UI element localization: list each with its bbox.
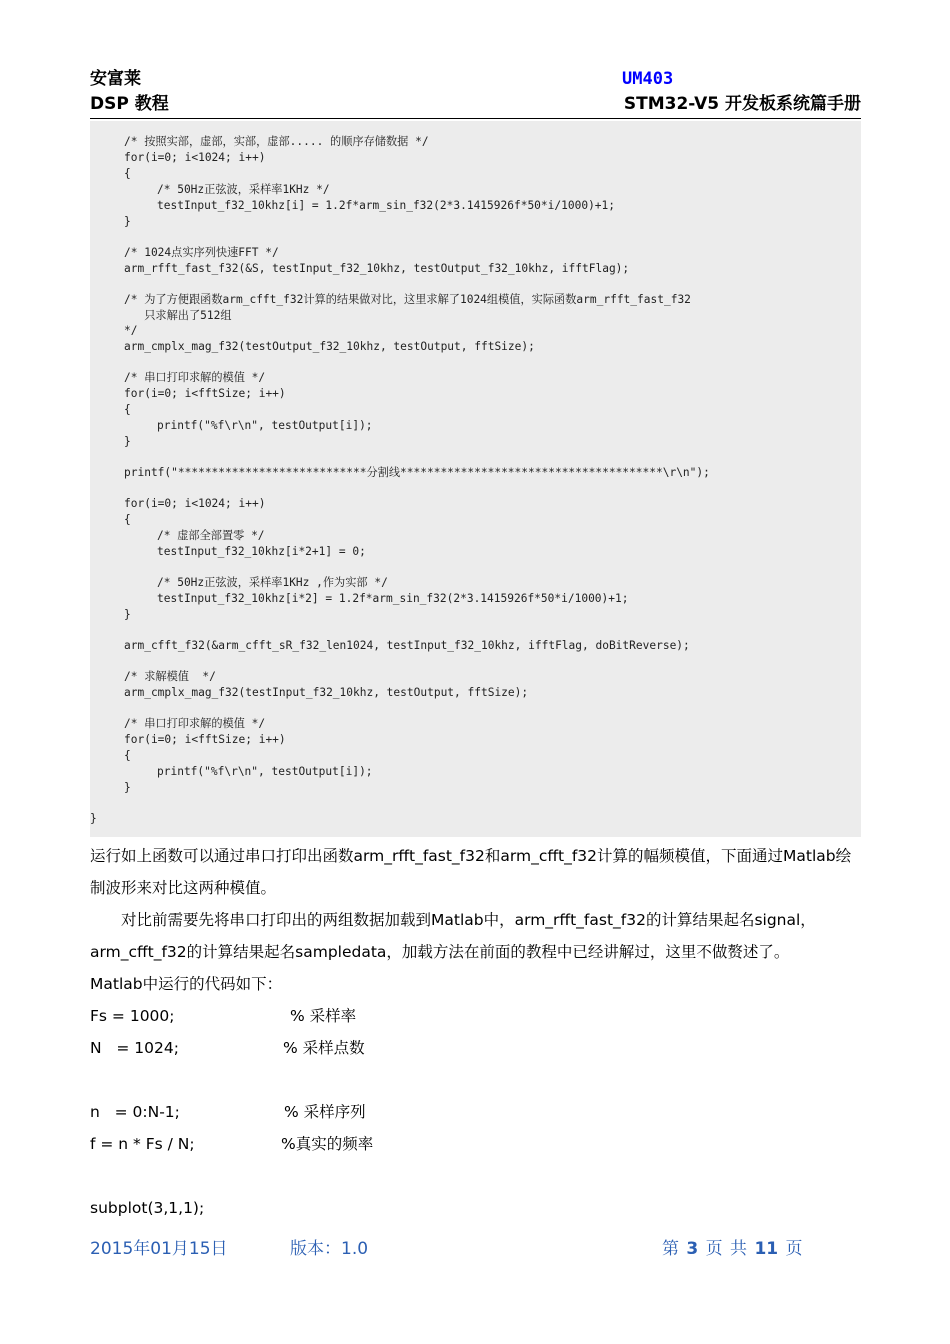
code-line: arm_cmplx_mag_f32(testInput_f32_10khz, testOutput, fftSize); xyxy=(124,685,529,699)
footer-date: 2015年01月15日 xyxy=(90,1239,228,1259)
matlab-line: subplot(3,1,1); xyxy=(90,1199,205,1217)
code-line: } xyxy=(124,780,131,794)
header-doc-title: DSP 教程 xyxy=(90,94,169,114)
code-line: /* 为了方便跟函数arm_cfft_f32计算的结果做对比，这里求解了1024组模值，实际函数arm_rfft_fast_f32 xyxy=(124,292,691,306)
code-line: } xyxy=(124,435,131,448)
matlab-comment: %真实的频率 xyxy=(281,1135,374,1153)
paragraph-intro: 运行如上函数可以通过串口打印出函数arm_rfft_fast_f32和arm_cfft_f32计算的幅频模值，下面通过Matlab绘制波形来对比这两种模值。 xyxy=(90,847,852,897)
matlab-line: f = n * Fs / N; xyxy=(90,1135,195,1153)
header-divider xyxy=(90,118,861,119)
code-line: printf("****************************分割线***************************************\r\n"); xyxy=(124,466,710,480)
footer-page-number xyxy=(662,1238,803,1260)
footer-page-current: 3 xyxy=(686,1239,699,1259)
code-line: { xyxy=(124,513,131,527)
matlab-comment: % 采样序列 xyxy=(284,1103,366,1121)
code-line: /* 串口打印求解的模值 */ xyxy=(124,717,266,730)
code-line: /* 虚部全部置零 */ xyxy=(157,529,265,542)
matlab-line: Fs = 1000; xyxy=(90,1007,175,1025)
header-manual-title: STM32-V5 开发板系统篇手册 xyxy=(623,94,861,114)
paragraph-loading: 对比前需要先将串口打印出的两组数据加载到Matlab中，arm_rfft_fast_f32的计算结果起名signal，arm_cfft_f32的计算结果起名sampledata，加载方法在前面的教程中已经讲解过，这里不做赘述了。 xyxy=(90,911,816,961)
code-line: for(i=0; i<fftSize; i++) xyxy=(124,387,286,401)
code-line: for(i=0; i<fftSize; i++) xyxy=(124,732,286,746)
paragraph-matlab-intro: Matlab中运行的代码如下： xyxy=(90,975,283,993)
code-line: } xyxy=(90,811,97,825)
code-line: printf("%f\r\n", testOutput[i]); xyxy=(157,419,373,433)
footer-page-suffix: 页 xyxy=(785,1239,803,1259)
header-doc-code: UM403 xyxy=(622,69,674,89)
code-line: testInput_f32_10khz[i*2] = 1.2f*arm_sin_f32(2*3.1415926f*50*i/1000)+1; xyxy=(157,591,629,605)
matlab-comment: % 采样率 xyxy=(290,1007,357,1025)
code-line: arm_cfft_f32(&arm_cfft_sR_f32_len1024, testInput_f32_10khz, ifftFlag, doBitReverse); xyxy=(124,638,690,652)
code-line: for(i=0; i<1024; i++) xyxy=(124,497,266,511)
footer-version: 版本：1.0 xyxy=(290,1239,369,1259)
code-line: /* 50Hz正弦波，采样率1KHz ,作为实部 */ xyxy=(157,576,388,589)
code-line: { xyxy=(124,166,131,180)
code-line: printf("%f\r\n", testOutput[i]); xyxy=(157,764,373,778)
code-line: 只求解出了512组 xyxy=(124,308,232,322)
code-line: { xyxy=(124,748,131,762)
header-company: 安富莱 xyxy=(90,69,141,89)
code-line: /* 串口打印求解的模值 */ xyxy=(124,371,266,385)
code-line: arm_rfft_fast_f32(&S, testInput_f32_10khz, testOutput_f32_10khz, ifftFlag); xyxy=(124,261,630,275)
code-line: /* 求解模值 */ xyxy=(124,670,216,683)
code-line: { xyxy=(124,403,131,417)
code-line: testInput_f32_10khz[i*2+1] = 0; xyxy=(157,544,366,558)
code-line: arm_cmplx_mag_f32(testOutput_f32_10khz, testOutput, fftSize); xyxy=(124,340,535,354)
code-block xyxy=(90,121,861,837)
code-line: */ xyxy=(124,324,138,338)
footer-page-prefix: 第 xyxy=(662,1239,679,1259)
matlab-line: n = 0:N-1; xyxy=(90,1103,180,1121)
footer-page-total: 11 xyxy=(754,1239,779,1259)
code-line: /* 1024点实序列快速FFT */ xyxy=(124,245,279,259)
matlab-comment: % 采样点数 xyxy=(283,1039,365,1057)
matlab-line: N = 1024; xyxy=(90,1039,179,1057)
footer-page-mid: 页 共 xyxy=(705,1239,748,1259)
code-line: testInput_f32_10khz[i] = 1.2f*arm_sin_f32(2*3.1415926f*50*i/1000)+1; xyxy=(157,198,616,212)
code-line: /* 50Hz正弦波，采样率1KHz */ xyxy=(157,182,330,196)
code-line: } xyxy=(124,214,131,228)
code-line: /* 按照实部，虚部，实部，虚部..... 的顺序存储数据 */ xyxy=(124,135,429,148)
code-line: for(i=0; i<1024; i++) xyxy=(124,150,266,164)
code-line: } xyxy=(124,607,131,621)
